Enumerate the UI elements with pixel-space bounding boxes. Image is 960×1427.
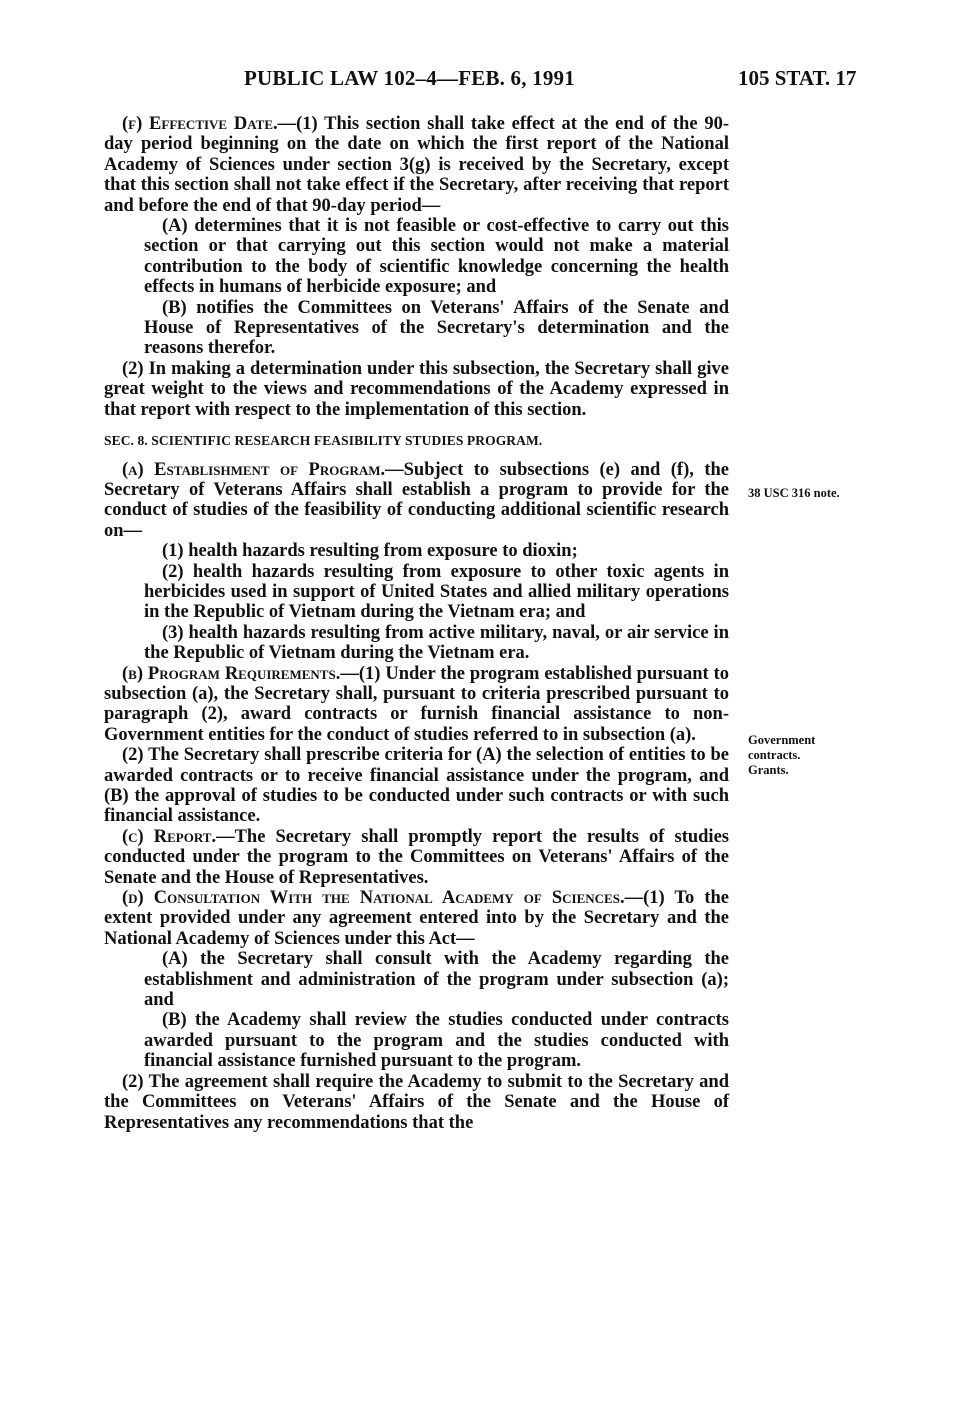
subsection-heading-b: (b) Program Requirements. — [122, 663, 341, 684]
paragraph-f1-b: (B) notifies the Committees on Veterans' Affairs of the Senate and House of Representatives of the Secretary's determination and the reasons therefor. — [144, 297, 729, 359]
running-header-title: PUBLIC LAW 102–4—FEB. 6, 1991 — [244, 66, 575, 90]
margin-note-usc: 38 USC 316 note. — [748, 486, 840, 500]
paragraph-a1: (1) health hazards resulting from exposure to dioxin; — [162, 541, 578, 562]
section-8-heading: SEC. 8. SCIENTIFIC RESEARCH FEASIBILITY STUDIES PROGRAM. — [104, 433, 543, 449]
paragraph-c — [104, 827, 729, 888]
paragraph-text: —Subject to subsections (e) and (f), the Secretary of Veterans Affairs shall establish a program to provide for the conduct of studies of the feasibility of conducting additional scientific research on— — [104, 459, 729, 541]
stat-page-number: 105 STAT. 17 — [738, 66, 857, 90]
body-text — [104, 114, 729, 1133]
subsection-heading-d: (d) Consultation With the National Academy of Sciences. — [122, 888, 625, 909]
paragraph-text: —(1) To the extent provided under any agreement entered into by the Secretary and the National Academy of Sciences under this Act— — [104, 888, 730, 949]
margin-note-line: Grants. — [748, 763, 789, 777]
paragraph-a2: (2) health hazards resulting from exposure to other toxic agents in herbicides used in support of United States and allied military operations in the Republic of Vietnam during the Vietnam era; and — [144, 561, 729, 623]
paragraph-d2: (2) The agreement shall require the Academy to submit to the Secretary and the Committees on Veterans' Affairs of the Senate and the House of Representatives any recommendations that the — [104, 1071, 729, 1133]
paragraph-d1 — [104, 888, 729, 949]
paragraph-f1-a: (A) determines that it is not feasible or cost-effective to carry out this section or that carrying out this section would not make a material contribution to the body of scientific knowledge concerning the health effects in humans of herbicide exposure; and — [144, 216, 729, 298]
paragraph-a3: (3) health hazards resulting from active military, naval, or air service in the Republic of Vietnam during the Vietnam era. — [144, 622, 729, 664]
paragraph-f2: (2) In making a determination under this subsection, the Secretary shall give great weight to the views and recommendations of the Academy expressed in that report with respect to the implementation of this section. — [104, 358, 729, 420]
margin-note-line: contracts. — [748, 748, 801, 762]
subsection-heading-a: (a) Establishment of Program. — [122, 459, 386, 480]
margin-note-government-contracts — [748, 733, 815, 778]
margin-note-line: Government — [748, 733, 816, 747]
paragraph-text: —(1) Under the program established pursuant to subsection (a), the Secretary shall, pursuant to criteria prescribed pursuant to paragraph (2), award contracts or furnish financial assistance to non-Government entities for the conduct of studies referred to in subsection (a). — [104, 663, 729, 745]
paragraph-text: —(1) This section shall take effect at the end of the 90-day period beginning on the date on which the first report of the National Academy of Sciences under section 3(g) is received by the Secretary, except that this section shall not take effect if the Secretary, after receiving that report and before the end of that 90-day period— — [104, 114, 729, 216]
paragraph-d1-b: (B) the Academy shall review the studies conducted under contracts awarded pursuant to the program and the studies conducted with financial assistance furnished pursuant to the program. — [144, 1010, 729, 1072]
paragraph-a — [104, 460, 729, 542]
paragraph-b2: (2) The Secretary shall prescribe criteria for (A) the selection of entities to be awarded contracts or to receive financial assistance under the program, and (B) the approval of studies to be conducted under such contracts or with such financial assistance. — [104, 745, 729, 827]
subsection-heading-f: (f) Effective Date. — [122, 114, 278, 134]
subsection-heading-c: (c) Report. — [122, 826, 217, 847]
paragraph-b1 — [104, 664, 729, 746]
paragraph-text: —The Secretary shall promptly report the results of studies conducted under the program to the Committees on Veterans' Affairs of the Senate and the House of Representatives. — [104, 826, 729, 888]
paragraph-f1 — [104, 114, 729, 216]
paragraph-d1-a: (A) the Secretary shall consult with the Academy regarding the establishment and administration of the program under subsection (a); and — [144, 949, 729, 1011]
